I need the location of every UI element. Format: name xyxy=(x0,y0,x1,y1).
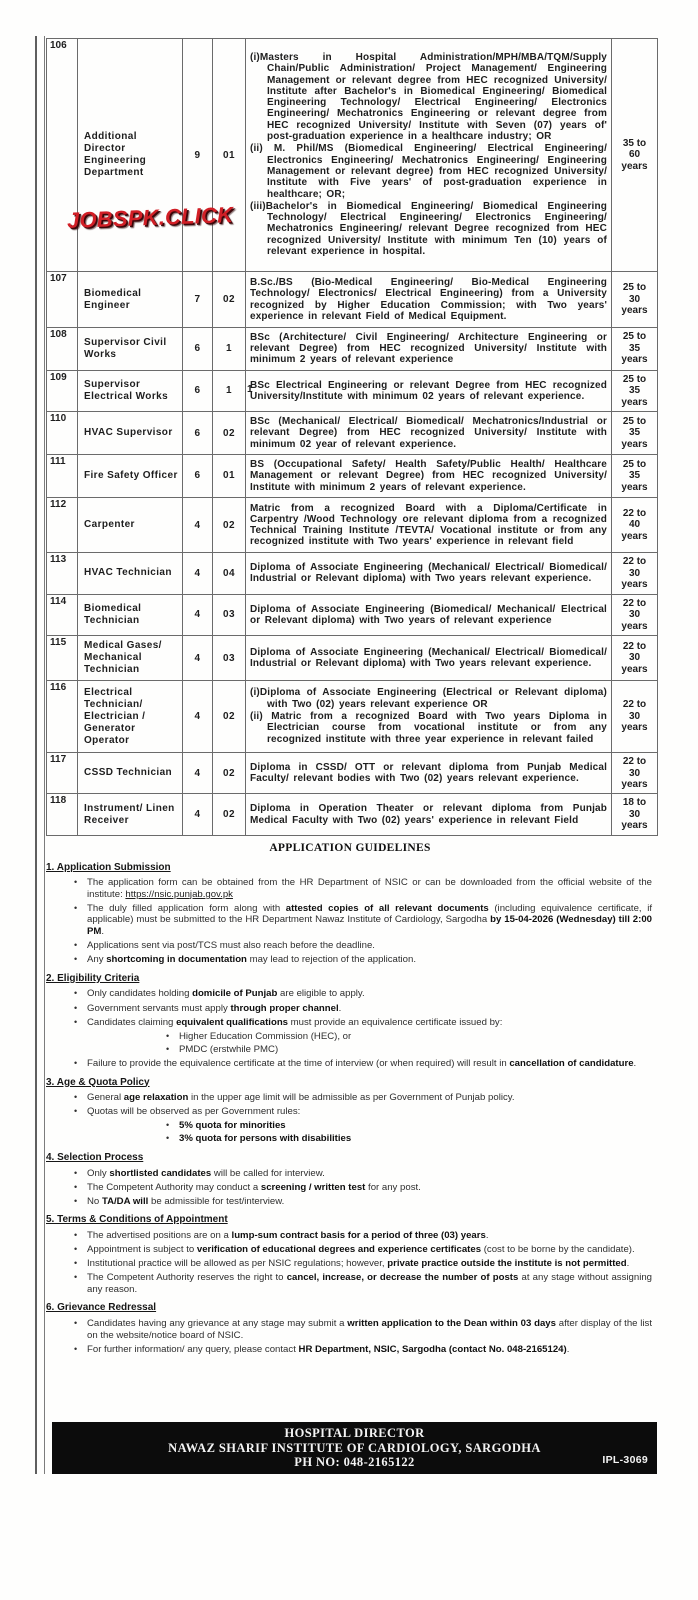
bullet-dot-icon: • xyxy=(74,1318,78,1328)
cell-scale: 4 xyxy=(183,636,213,681)
bold-text: verification of educational degrees and experience certificates xyxy=(196,1244,482,1256)
plain-text: No xyxy=(87,1195,102,1207)
cell-qualification xyxy=(246,454,612,497)
bullet-text xyxy=(87,903,654,938)
bullet-dot-icon: • xyxy=(74,1092,78,1103)
cell-age-limit: 22 to 30 years xyxy=(612,753,658,794)
bullet-item xyxy=(74,1106,654,1118)
cell-posts: 02 xyxy=(213,497,246,552)
bullet-item xyxy=(74,1092,654,1104)
cell-qualification xyxy=(246,636,612,681)
cell-qualification xyxy=(246,327,612,370)
cell-position: Biomedical Technician xyxy=(78,594,183,635)
bullet-item xyxy=(74,1003,654,1015)
bullet-item xyxy=(74,940,654,952)
bullet-dot-icon: • xyxy=(74,1343,78,1354)
cell-qualification xyxy=(246,39,612,272)
guidelines-title: APPLICATION GUIDELINES xyxy=(269,842,431,854)
cell-scale: 4 xyxy=(183,753,213,794)
bullet-item xyxy=(74,1168,654,1180)
bold-text: equivalent qualifications xyxy=(176,1016,289,1028)
qualification-text: BS (Occupational Safety/ Health Safety/Public Health/ Healthcare Management or relevant Degree) from HEC recognized University/ Institute with minimum 2 years of relevant experience. xyxy=(250,458,607,493)
bold-text: screening / written test xyxy=(260,1181,366,1193)
plain-text: The Competent Authority may conduct a xyxy=(87,1181,261,1193)
plain-text: for any post. xyxy=(365,1181,421,1193)
cell-posts: 02 xyxy=(213,681,246,753)
bold-text: attested copies of all relevant documents xyxy=(285,902,489,914)
sub-bullet-item xyxy=(166,1031,654,1043)
plain-text: . xyxy=(633,1057,637,1069)
cell-age-limit: 22 to 30 years xyxy=(612,594,658,635)
qualification-item: (iii)Bachelor's in Biomedical Engineering/ Biomedical Engineering Technology/ Electrical Engineering/ Electronics Engineering/ Mechatronics Engineering/ relevant Degree recognized from HEC recognized University/ Institute with minimum Ten (10) years of relevant experience in hospital. xyxy=(250,200,607,258)
footer-phone: PH NO: 048-2165122 xyxy=(294,1455,415,1469)
cell-position: HVAC Technician xyxy=(78,553,183,594)
jobspk-watermark: JOBSPK.CLICK xyxy=(66,202,234,233)
bullet-item xyxy=(74,877,654,900)
qualification-text: BSc Electrical Engineering or relevant Degree from HEC recognized University/Institute with minimum 02 years of relevant experience. xyxy=(250,379,607,402)
cell-position: Fire Safety Officer xyxy=(78,454,183,497)
plain-text: . xyxy=(566,1343,570,1355)
footer-bar xyxy=(52,1422,657,1474)
cell-qualification xyxy=(246,497,612,552)
section-heading: 3. Age & Quota Policy xyxy=(46,1076,150,1088)
table-row xyxy=(47,412,658,455)
qualification-text: Diploma of Associate Engineering (Mechanical/ Electrical/ Biomedical/ Industrial or Relevant diploma) with Two years relevant experience. xyxy=(250,562,607,585)
table-row xyxy=(47,370,658,411)
plain-text: may lead to rejection of the application. xyxy=(246,954,416,966)
plain-text: Applications sent via post/TCS must also reach before the deadline. xyxy=(87,940,375,952)
bullet-text xyxy=(87,1344,654,1356)
qualification-text: Diploma of Associate Engineering (Mechanical/ Electrical/ Biomedical/ Industrial or Relevant diploma) with Two years relevant experience. xyxy=(250,646,607,670)
cell-sr-number: 107 xyxy=(47,272,78,327)
cell-age-limit: 22 to 30 years xyxy=(612,636,658,681)
bold-text: 3% quota for persons with disabilities xyxy=(179,1133,352,1145)
bold-text: by 15-04-2026 (Wednesday) till 2:00 PM xyxy=(87,914,652,938)
cell-sr-number: 112 xyxy=(47,497,78,552)
plain-text: at any stage without assigning any reason. xyxy=(87,1272,652,1295)
cell-age-limit: 25 to 35 years xyxy=(612,412,658,455)
bullet-dot-icon: • xyxy=(74,1016,78,1027)
bullet-item xyxy=(74,1272,654,1295)
bold-text: age relaxation xyxy=(123,1092,189,1104)
cell-scale: 4 xyxy=(183,681,213,753)
plain-text: . xyxy=(101,926,105,938)
table-row xyxy=(47,327,658,370)
stray-scan-digit: 1 xyxy=(247,383,253,395)
cell-scale: 6 xyxy=(183,370,213,411)
bold-text: private practice outside the institute is not permitted xyxy=(387,1258,627,1270)
bold-text: 5% quota for minorities xyxy=(179,1120,286,1132)
cell-age-limit: 25 to 35 years xyxy=(612,370,658,411)
bullet-text xyxy=(179,1044,654,1056)
cell-posts: 1 xyxy=(213,327,246,370)
plain-text: after display of the list on the website/notice board of NSIC. xyxy=(87,1318,652,1341)
bullet-dot-icon: • xyxy=(74,954,78,965)
qualification-item: (ii) M. Phil/MS (Biomedical Engineering/ Electrical Engineering/ Electronics Engineering/ Mechatronics Engineering/ Engineering Management or relevant degree) from HEC recognized University/ Institute with Five years' of post-graduation experience in healthcare; OR; xyxy=(250,143,607,200)
cell-posts: 03 xyxy=(213,636,246,681)
bullet-text xyxy=(87,1058,654,1070)
bullet-item xyxy=(74,988,654,1000)
table-row xyxy=(47,553,658,594)
bold-text: HR Department, NSIC, Sargodha (contact No. 048-2165124) xyxy=(298,1343,567,1355)
cell-sr-number: 110 xyxy=(47,412,78,455)
qualification-text: Diploma in Operation Theater or relevant diploma from Punjab Medical Faculty with Two (02) years' experience in relevant Field xyxy=(250,803,607,826)
qualification-item: (i)Masters in Hospital Administration/MPH/MBA/TQM/Supply Chain/Public Administration/ Project Management/ Engineering Management or relevant degree from HEC recognized University/ Institute after Bachelor's in Biomedical Engineering/ Biomedical Engineering Technology/ Electrical Engineering/ Electronics Engineering/ Mechatronics Engineering or relevant degree from HEC recognized University/ Institute with Seven (07) years of' post-graduation experience in a healthcare industry; OR xyxy=(250,51,607,143)
cell-age-limit: 22 to 40 years xyxy=(612,497,658,552)
bullet-item xyxy=(74,1344,654,1356)
application-guidelines xyxy=(46,843,654,1358)
cell-age-limit: 25 to 35 years xyxy=(612,454,658,497)
bullet-dot-icon: • xyxy=(166,1030,170,1041)
cell-scale: 7 xyxy=(183,272,213,327)
cell-posts: 02 xyxy=(213,412,246,455)
cell-position: Carpenter xyxy=(78,497,183,552)
cell-scale: 6 xyxy=(183,327,213,370)
section-heading: 4. Selection Process xyxy=(46,1151,144,1163)
bold-text: TA/DA will xyxy=(101,1195,149,1207)
bullet-text xyxy=(87,1003,654,1015)
bold-text: lump-sum contract basis for a period of three (03) years xyxy=(231,1229,486,1241)
bullet-dot-icon: • xyxy=(74,1195,78,1206)
bullet-text xyxy=(87,1092,654,1104)
section-heading: 5. Terms & Conditions of Appointment xyxy=(46,1214,228,1226)
sub-bullet-item xyxy=(166,1044,654,1056)
cell-qualification xyxy=(246,553,612,594)
bullet-item xyxy=(74,1258,654,1270)
sub-bullet-item xyxy=(166,1120,654,1132)
cell-qualification xyxy=(246,272,612,327)
institute-website-link[interactable]: https://nsic.punjab.gov.pk xyxy=(125,888,233,900)
cell-age-limit: 35 to 60 years xyxy=(612,39,658,272)
bullet-dot-icon: • xyxy=(74,902,78,913)
bullet-dot-icon: • xyxy=(166,1133,170,1144)
bullet-dot-icon: • xyxy=(74,877,78,888)
cell-age-limit: 22 to 30 years xyxy=(612,553,658,594)
bullet-item xyxy=(74,1244,654,1256)
plain-text: Any xyxy=(87,954,107,966)
plain-text: (including equivalence certificate, if applicable) must be submitted to the HR Department Nawaz Institute of Cardiology, Sargodha xyxy=(87,902,653,926)
bullet-item xyxy=(74,954,654,966)
cell-age-limit: 22 to 30 years xyxy=(612,681,658,753)
plain-text: The Competent Authority reserves the right to xyxy=(87,1272,287,1284)
plain-text: The duly filled application form along with xyxy=(87,902,286,914)
cell-position: Additional Director Engineering Department xyxy=(78,39,183,272)
table-row xyxy=(47,753,658,794)
bullet-text xyxy=(87,877,654,900)
cell-scale: 4 xyxy=(183,553,213,594)
bold-text: domicile of Punjab xyxy=(192,988,278,1000)
bullet-dot-icon: • xyxy=(74,1002,78,1013)
section-heading: 6. Grievance Redressal xyxy=(46,1302,157,1314)
cell-age-limit: 18 to 30 years xyxy=(612,794,658,836)
cell-sr-number: 118 xyxy=(47,794,78,836)
cell-posts: 02 xyxy=(213,753,246,794)
bullet-dot-icon: • xyxy=(74,1167,78,1178)
bullet-dot-icon: • xyxy=(74,1258,78,1269)
plain-text: Candidates claiming xyxy=(87,1016,177,1028)
cell-posts: 01 xyxy=(213,454,246,497)
table-row xyxy=(47,39,658,272)
footer-hospital-director: HOSPITAL DIRECTOR xyxy=(284,1426,425,1440)
plain-text: Only candidates holding xyxy=(87,988,193,1000)
plain-text: Failure to provide the equivalence certificate at the time of interview (or when required) will result in xyxy=(87,1057,510,1069)
qualification-text: BSc (Mechanical/ Electrical/ Biomedical/ Mechatronics/Industrial or relevant Degree) from HEC recognized University/ Institute with minimum 02 year of relevant experience. xyxy=(250,416,607,450)
cell-sr-number: 106 xyxy=(47,39,78,272)
bullet-text xyxy=(87,1182,654,1194)
cell-qualification xyxy=(246,681,612,753)
bullet-item xyxy=(74,903,654,938)
cell-sr-number: 109 xyxy=(47,370,78,411)
bullet-text xyxy=(87,1230,654,1242)
cell-scale: 4 xyxy=(183,794,213,836)
plain-text: The advertised positions are on a xyxy=(87,1229,232,1241)
cell-sr-number: 117 xyxy=(47,753,78,794)
qualification-text: BSc (Architecture/ Civil Engineering/ Architecture Engineering or relevant Degree) from HEC recognized University/ Institute with minimum 2 years of relevant experience xyxy=(250,331,607,366)
bullet-item xyxy=(74,1058,654,1070)
bullet-text xyxy=(179,1120,654,1132)
plain-text: Higher Education Commission (HEC), or xyxy=(179,1030,352,1042)
cell-posts: 1 xyxy=(213,370,246,411)
plain-text: Government servants must apply xyxy=(87,1002,231,1014)
page-left-border xyxy=(35,36,45,1474)
plain-text: be admissible for test/interview. xyxy=(148,1195,285,1207)
section-heading: 2. Eligibility Criteria xyxy=(46,972,140,984)
table-row xyxy=(47,794,658,836)
cell-age-limit: 25 to 35 years xyxy=(612,327,658,370)
plain-text: will be called for interview. xyxy=(211,1167,325,1179)
guidelines-sections xyxy=(46,862,654,1356)
bullet-text xyxy=(87,988,654,1000)
sub-bullet-item xyxy=(166,1133,654,1145)
bullet-item xyxy=(74,1230,654,1242)
cell-position: Supervisor Electrical Works xyxy=(78,370,183,411)
cell-qualification xyxy=(246,753,612,794)
plain-text: For further information/ any query, please contact xyxy=(87,1343,299,1355)
footer-institute-name: NAWAZ SHARIF INSTITUTE OF CARDIOLOGY, SARGODHA xyxy=(168,1440,541,1455)
plain-text: Candidates having any grievance at any stage may submit a xyxy=(87,1318,348,1329)
plain-text: . xyxy=(626,1258,630,1270)
cell-scale: 9 xyxy=(183,39,213,272)
cell-position: Supervisor Civil Works xyxy=(78,327,183,370)
cell-posts: 02 xyxy=(213,272,246,327)
footer-ipl-ref: IPL-3069 xyxy=(602,1454,648,1466)
bullet-text xyxy=(179,1133,654,1145)
plain-text: The application form can be obtained from the HR Department of NSIC or can be downloaded from the official website of the institute: xyxy=(87,877,652,900)
plain-text: Only xyxy=(87,1167,110,1179)
bullet-dot-icon: • xyxy=(166,1043,170,1054)
cell-scale: 4 xyxy=(183,594,213,635)
section-heading: 1. Application Submission xyxy=(46,861,171,873)
cell-sr-number: 116 xyxy=(47,681,78,753)
cell-scale: 4 xyxy=(183,497,213,552)
bullet-text xyxy=(87,940,654,952)
plain-text: . xyxy=(338,1002,342,1014)
bold-text: through proper channel xyxy=(230,1002,339,1014)
table-row xyxy=(47,497,658,552)
plain-text: Institutional practice will be allowed as per NSIC regulations; however, xyxy=(87,1258,388,1270)
cell-qualification xyxy=(246,370,612,411)
qualification-text: Diploma in CSSD/ OTT or relevant diploma from Punjab Medical Faculty/ relevant bodies with Two (02) years relevant experience. xyxy=(250,761,607,785)
cell-posts: 03 xyxy=(213,594,246,635)
cell-position: HVAC Supervisor xyxy=(78,412,183,455)
cell-posts: 01 xyxy=(213,39,246,272)
cell-position: CSSD Technician xyxy=(78,753,183,794)
cell-sr-number: 108 xyxy=(47,327,78,370)
bullet-dot-icon: • xyxy=(74,1106,78,1117)
bold-text: shortcoming in documentation xyxy=(106,954,247,966)
table-row xyxy=(47,454,658,497)
bullet-dot-icon: • xyxy=(74,940,78,951)
plain-text: Appointment is subject to xyxy=(87,1244,197,1256)
cell-position: Instrument/ Linen Receiver xyxy=(78,794,183,836)
bullet-dot-icon: • xyxy=(74,1057,78,1068)
cell-scale: 6 xyxy=(183,454,213,497)
plain-text: in the upper age limit will be admissible as per Government of Punjab policy. xyxy=(188,1092,515,1104)
bullet-text xyxy=(87,1318,654,1341)
cell-qualification xyxy=(246,794,612,836)
bullet-item xyxy=(74,1196,654,1208)
bullet-text xyxy=(87,1168,654,1180)
qualification-item: (ii) Matric from a recognized Board with Two years Diploma in Electrician course from vocational institute or from any recognized institute with three year experience in relevant failed xyxy=(250,711,607,745)
table-row xyxy=(47,681,658,753)
cell-sr-number: 115 xyxy=(47,636,78,681)
bullet-text xyxy=(87,1258,654,1270)
bullet-text xyxy=(87,1244,654,1256)
plain-text: General xyxy=(87,1092,124,1104)
bullet-dot-icon: • xyxy=(74,1229,78,1240)
table-row xyxy=(47,272,658,327)
cell-position: Biomedical Engineer xyxy=(78,272,183,327)
plain-text: are eligible to apply. xyxy=(277,988,365,1000)
bullet-dot-icon: • xyxy=(74,988,78,999)
bullet-text xyxy=(87,1196,654,1208)
bullet-dot-icon: • xyxy=(74,1272,78,1283)
jobs-table-body xyxy=(47,39,658,836)
bullet-item xyxy=(74,1017,654,1029)
bold-text: written application to the Dean within 03 days xyxy=(347,1318,556,1329)
bold-text: cancel, increase, or decrease the number of posts xyxy=(286,1272,519,1284)
cell-sr-number: 114 xyxy=(47,594,78,635)
bullet-text xyxy=(87,1017,654,1029)
cell-sr-number: 113 xyxy=(47,553,78,594)
jobs-table xyxy=(46,38,658,836)
cell-position: Medical Gases/ Mechanical Technician xyxy=(78,636,183,681)
bold-text: shortlisted candidates xyxy=(109,1167,212,1179)
table-row xyxy=(47,636,658,681)
qualification-item: (i)Diploma of Associate Engineering (Electrical or Relevant diploma) with Two (02) years relevant experience OR xyxy=(250,687,607,710)
cell-position: Electrical Technician/ Electrician / Generator Operator xyxy=(78,681,183,753)
cell-scale: 6 xyxy=(183,412,213,455)
plain-text: PMDC (erstwhile PMC) xyxy=(179,1043,279,1055)
cell-qualification xyxy=(246,412,612,455)
cell-qualification xyxy=(246,594,612,635)
bullet-text xyxy=(87,954,654,966)
bullet-dot-icon: • xyxy=(74,1244,78,1255)
cell-posts: 04 xyxy=(213,553,246,594)
plain-text: must provide an equivalence certificate issued by: xyxy=(288,1016,503,1028)
bullet-dot-icon: • xyxy=(166,1120,170,1131)
qualification-text: Diploma of Associate Engineering (Biomedical/ Mechanical/ Electrical or Relevant diploma) with Two years of relevant experience xyxy=(250,603,607,626)
qualification-text: Matric from a recognized Board with a Diploma/Certificate in Carpentry /Wood Technology ore relevant diploma from a recognized Technical Training Institute /TEVTA/ Vocational institute or from any recognized institute with Two years' experience in relevant field xyxy=(250,502,607,548)
cell-sr-number: 111 xyxy=(47,454,78,497)
qualification-text: B.Sc./BS (Bio-Medical Engineering/ Bio-Medical Engineering Technology/ Electronics/ Electrical Engineering) from a University recognized by Higher Education Commission; with Two years' experience in relevant Field of Medical Equipment. xyxy=(250,276,607,322)
plain-text: . xyxy=(485,1229,489,1241)
bullet-text xyxy=(87,1272,654,1295)
bullet-item xyxy=(74,1318,654,1341)
table-row xyxy=(47,594,658,635)
cell-posts: 02 xyxy=(213,794,246,836)
bold-text: cancellation of candidature xyxy=(509,1057,634,1069)
plain-text: (cost to be borne by the candidate). xyxy=(481,1244,635,1256)
bullet-text xyxy=(87,1106,654,1118)
plain-text: Quotas will be observed as per Government rules: xyxy=(87,1106,301,1118)
bullet-dot-icon: • xyxy=(74,1181,78,1192)
bullet-text xyxy=(179,1031,654,1043)
bullet-item xyxy=(74,1182,654,1194)
cell-age-limit: 25 to 30 years xyxy=(612,272,658,327)
